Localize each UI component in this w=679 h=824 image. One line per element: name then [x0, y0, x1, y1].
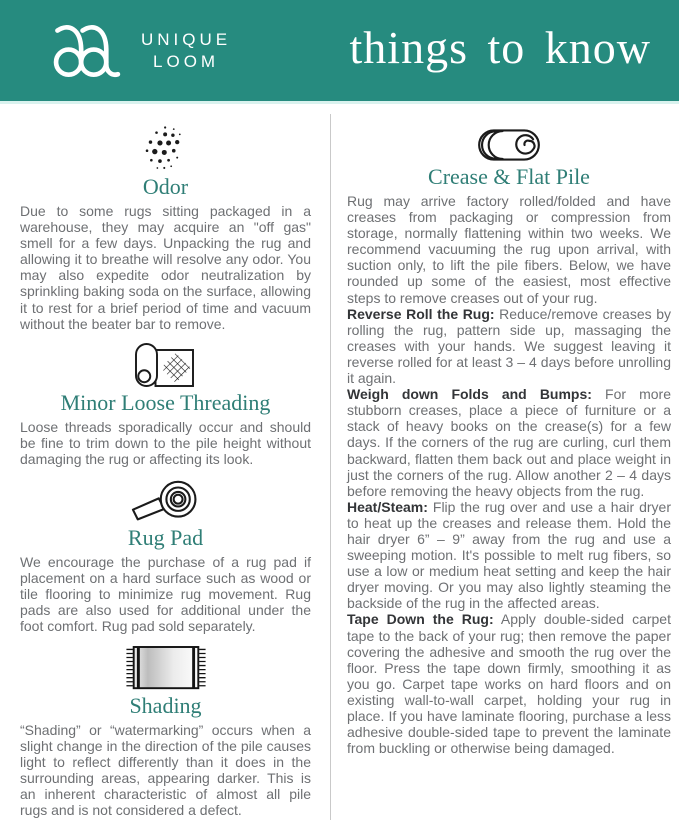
section-heading-loose-threading: Minor Loose Threading	[60, 389, 271, 415]
section-heading-odor: Odor	[142, 174, 189, 199]
tip-tape-down	[347, 611, 671, 756]
tip-label-tape-down: Tape Down the Rug:	[347, 611, 494, 628]
tip-label-reverse-roll: Reverse Roll the Rug:	[347, 305, 495, 322]
brand-name	[141, 29, 231, 72]
unique-loom-logo-icon	[50, 21, 130, 81]
section-crease-flat-pile	[347, 124, 671, 306]
content	[0, 104, 679, 824]
section-odor	[20, 124, 311, 332]
section-body-rug-pad: We encourage the purchase of a rug pad if placement on a hard surface such as wood or tile flooring to minimize rug movement. Rug pads are also used for additional under the foot comfort. Rug pad sold separately.	[20, 554, 311, 635]
section-body-odor: Due to some rugs sitting packaged in a warehouse, they may acquire an "off gas" smell for a few days. Unpacking the rug and allowing it to breathe will resolve any odor. You may also expedite odor neutralization by sprinkling baking soda on the surface, allowing it to rest for a brief period of time and vacuum without the beater bar to remove.	[20, 203, 311, 332]
rolled-rug-side-icon	[347, 124, 671, 164]
section-shading	[20, 643, 311, 819]
header-banner	[0, 0, 679, 104]
tip-body-heat-steam: Flip the rug over and use a hair dryer to heat up the creases and release them. Hold the hair dryer 6” – 9” away from the rug and use a sweeping motion. It's possible to melt rug fibers, so use a low or medium heat setting and keep the hair dryer moving. Or you may also lightly steaming the backside of the rug in the affected areas.	[347, 498, 671, 612]
section-body-loose-threading: Loose threads sporadically occur and should be fine to trim down to the pile height without damaging the rug or affecting its look.	[20, 418, 311, 467]
left-column	[20, 104, 311, 824]
section-rug-pad	[20, 475, 311, 634]
right-column	[331, 104, 671, 824]
tip-heat-steam	[347, 499, 671, 612]
tip-reverse-roll	[347, 306, 671, 386]
tip-label-weigh-down: Weigh down Folds and Bumps:	[347, 386, 592, 403]
brand-line-2: LOOM	[153, 51, 220, 71]
section-heading-crease: Crease & Flat Pile	[428, 164, 590, 189]
section-body-shading: “Shading” or “watermarking” occurs when a slight change in the direction of the pile causes light to reflect differently than it does in the surrounding areas, appearing darker. This is an inherent characteristic of almost all pile rugs and is not considered a defect.	[20, 721, 311, 818]
page-title: things to know	[349, 22, 651, 73]
section-heading-rug-pad: Rug Pad	[127, 525, 204, 551]
brand	[50, 21, 231, 81]
tip-body-weigh-down: For more stubborn creases, place a piece of furniture or a stack of heavy books on the crease(s) for a few days. If the corners of the rug are curling, curl them backward, flatten them back out and place weight in just the corners of the rug. Allow another 2 – 4 days before removing the heavy objects from the rug.	[347, 386, 671, 499]
tip-body-reverse-roll: Reduce/remove creases by rolling the rug, pattern side up, massaging the creases with your hands. We suggest leaving it reverse rolled for at least 3 – 4 days before unrolling it again.	[347, 305, 671, 387]
tip-body-tape-down: Apply double-sided carpet tape to the back of your rug; then remove the paper covering the adhesive and smooth the rug over the floor. Press the tape down firmly, smoothing it as you go. Carpet tape works on hard floors and on existing wall-to-wall carpet, holding your rug in place. If you have laminate flooring, purchase a less adhesive double-sided tape to prevent the laminate from buckling or otherwise being damaged.	[347, 611, 671, 757]
odor-speckles-icon	[20, 124, 311, 174]
rolled-fabric-crosshatch-icon	[20, 340, 311, 390]
section-body-crease: Rug may arrive factory rolled/folded and have creases from packaging or compression from storage, normally flattening within two weeks. We recommend vacuuming the rug upon arrival, with suction only, to lift the pile fibers. Below, we have rounded up some of the easiest, most effective steps to remove creases out of your rug.	[347, 193, 671, 306]
shaded-rug-icon	[20, 643, 311, 693]
tip-label-heat-steam: Heat/Steam:	[347, 498, 428, 515]
section-loose-threading	[20, 340, 311, 467]
rug-pad-roll-icon	[20, 475, 311, 525]
brand-line-1: UNIQUE	[141, 30, 232, 50]
tip-weigh-down	[347, 386, 671, 499]
section-heading-shading: Shading	[129, 692, 202, 718]
